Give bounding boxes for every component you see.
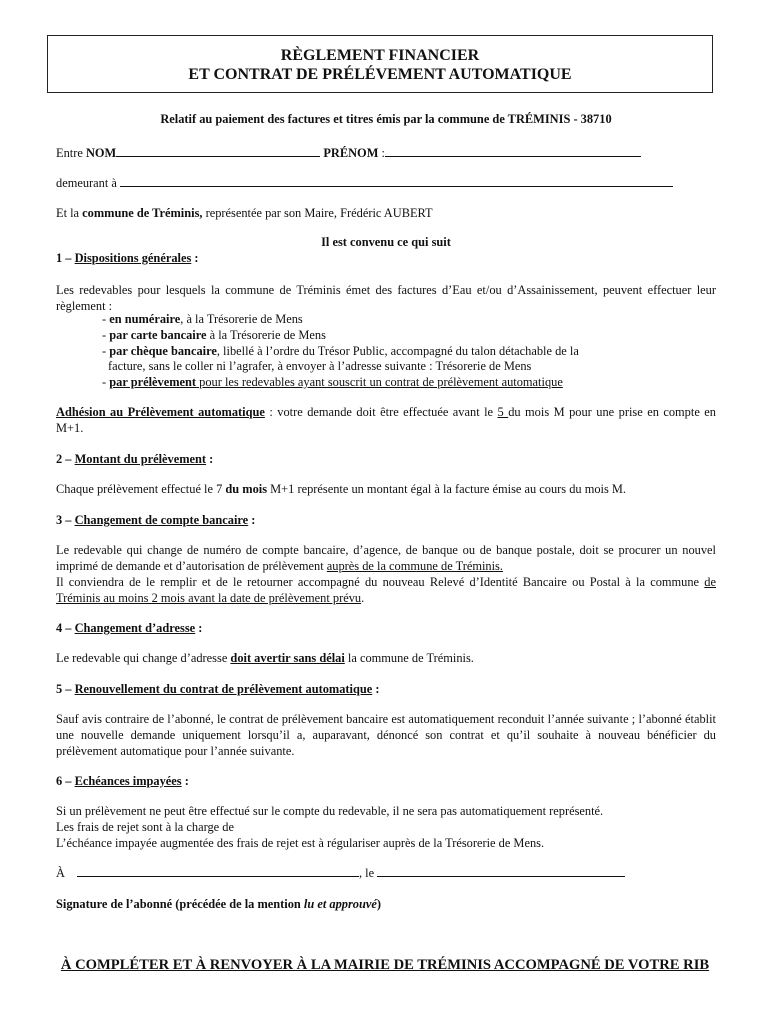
- address-line: [56, 175, 716, 191]
- payment-item-cash-text: , à la Trésorerie de Mens: [180, 312, 303, 326]
- section-5-number: 5 –: [56, 682, 75, 696]
- section-3-paragraph-1: [56, 542, 716, 574]
- section-4-heading: [56, 620, 716, 636]
- entre-label: Entre: [56, 146, 86, 160]
- section-4-text-2: la commune de Tréminis.: [344, 651, 474, 665]
- section-3-end: .: [361, 591, 365, 605]
- section-3-text-2: Il conviendra de le remplir et de le retourner accompagné du nouveau Relevé d’Identité Bancaire ou Postal à la commune: [56, 575, 705, 589]
- section-4-colon: :: [195, 621, 203, 635]
- payment-item-card-bold: par carte bancaire: [109, 328, 207, 342]
- section-4-emphasis: doit avertir sans délai: [230, 651, 345, 665]
- payment-item-debit-text: pour les redevables ayant souscrit un contrat de prélèvement automatique: [196, 375, 563, 389]
- title-line-1: RÈGLEMENT FINANCIER: [280, 47, 480, 64]
- section-2-text-2: M+1 représente un montant égal à la facture émise au cours du mois M.: [267, 482, 627, 496]
- nom-field[interactable]: [116, 145, 320, 157]
- payment-item-card-text: à la Trésorerie de Mens: [206, 328, 326, 342]
- place-label: À: [56, 866, 65, 880]
- section-2-title: Montant du prélèvement: [74, 452, 207, 466]
- commune-line: [56, 205, 716, 221]
- payment-item-cheque-cont: facture, sans le coller ni l’agrafer, à envoyer à l’adresse suivante : Trésorerie de Mens: [108, 359, 532, 373]
- date-field[interactable]: [377, 865, 625, 877]
- demeurant-label: demeurant à: [56, 176, 120, 190]
- section-6-line-3: L’échéance impayée augmentée des frais de rejet est à régulariser auprès de la Trésorerie de Mens.: [56, 836, 545, 850]
- signature-label-end: ): [376, 897, 382, 911]
- section-5-text: Sauf avis contraire de l’abonné, le contrat de prélèvement bancaire est automatiquement reconduit l’année suivante ; l’abonné établit une nouvelle demande uniquement lorsqu’il a, auparavant, dénoncé son contrat et qu’il souhaite à nouveau bénéficier du prélèvement automatique pour l’année suivante.: [56, 712, 716, 758]
- section-6-title: Echéances impayées: [74, 774, 182, 788]
- section-3-heading: [56, 512, 716, 528]
- adhesion-text-2: du mois M pour une prise en compte en M+1.: [56, 405, 716, 435]
- payment-item-cheque-text: , libellé à l’ordre du Trésor Public, accompagné du talon détachable de la: [216, 344, 579, 358]
- signature-label-text: Signature de l’abonné (précédée de la mention: [56, 897, 304, 911]
- section-1-heading: [56, 250, 716, 266]
- section-3-underlined-1: auprès de la commune de Tréminis.: [326, 559, 503, 573]
- prenom-colon: :: [378, 146, 385, 160]
- et-la-text: Et la: [56, 206, 83, 220]
- section-3-number: 3 –: [56, 513, 75, 527]
- name-line: [56, 145, 716, 161]
- prenom-field[interactable]: [385, 145, 641, 157]
- section-2-number: 2 –: [56, 452, 75, 466]
- section-1-title: Dispositions générales: [74, 251, 192, 265]
- represente-text: représentée par son Maire, Frédéric AUBERT: [202, 206, 433, 220]
- section-6-line-2: Les frais de rejet sont à la charge de: [56, 820, 234, 834]
- section-6-colon: :: [181, 774, 189, 788]
- section-6-number: 6 –: [56, 774, 75, 788]
- payment-item-cheque: - par chèque bancaire, libellé à l’ordre du Trésor Public, accompagné du talon détachable de la: [102, 344, 579, 358]
- date-label: , le: [358, 866, 375, 880]
- adhesion-text-1: : votre demande doit être effectuée avant le: [264, 405, 498, 419]
- section-1-colon: :: [191, 251, 199, 265]
- subtitle: Relatif au paiement des factures et titres émis par la commune de TRÉMINIS - 38710: [160, 112, 612, 126]
- section-6-line-1: Si un prélèvement ne peut être effectué sur le compte du redevable, il ne sera pas automatiquement représenté.: [56, 804, 604, 818]
- convenu-heading: Il est convenu ce qui suit: [321, 235, 451, 249]
- payment-item-card: - par carte bancaire à la Trésorerie de Mens: [102, 328, 326, 342]
- section-3-underlined-2: de Tréminis au moins 2 mois avant la date de prélèvement prévu: [56, 575, 716, 605]
- section-2-text: [56, 481, 716, 497]
- signature-label: [56, 896, 716, 912]
- payment-item-debit-bold: par prélèvement: [109, 375, 197, 389]
- section-4-text-1: Le redevable qui change d’adresse: [56, 651, 231, 665]
- section-4-number: 4 –: [56, 621, 75, 635]
- section-3-colon: :: [248, 513, 256, 527]
- section-2-heading: [56, 451, 716, 467]
- section-6-heading: [56, 773, 716, 789]
- return-instruction: À COMPLÉTER ET À RENVOYER À LA MAIRIE DE TRÉMINIS ACCOMPAGNÉ DE VOTRE RIB: [60, 957, 710, 973]
- payment-item-cash: - en numéraire, à la Trésorerie de Mens: [102, 312, 303, 326]
- adhesion-day: 5: [497, 405, 509, 419]
- payment-item-cheque-bold: par chèque bancaire: [109, 344, 217, 358]
- place-date-line: [56, 865, 716, 881]
- signature-mention: lu et approuvé: [303, 897, 377, 911]
- section-1-intro: Les redevables pour lesquels la commune de Tréminis émet des factures d’Eau et/ou d’Assainissement, peuvent effectuer leur règlement :: [56, 283, 716, 313]
- nom-label: NOM: [85, 146, 117, 160]
- payment-item-cash-bold: en numéraire: [109, 312, 181, 326]
- section-2-text-1: Chaque prélèvement effectué le 7: [56, 482, 226, 496]
- section-4-title: Changement d’adresse: [74, 621, 196, 635]
- section-3-title: Changement de compte bancaire: [74, 513, 249, 527]
- document-title-box: [47, 35, 713, 93]
- section-2-colon: :: [206, 452, 214, 466]
- payment-item-debit: - par prélèvement pour les redevables ayant souscrit un contrat de prélèvement automatique: [102, 375, 563, 389]
- commune-text: commune de Tréminis,: [82, 206, 203, 220]
- prenom-label: PRÉNOM: [323, 146, 379, 160]
- title-line-2: ET CONTRAT DE PRÉLÉVEMENT AUTOMATIQUE: [188, 66, 572, 83]
- place-field[interactable]: [77, 865, 359, 877]
- section-5-colon: :: [372, 682, 380, 696]
- section-1-number: 1 –: [56, 251, 75, 265]
- section-3-text-1: Le redevable qui change de numéro de compte bancaire, d’agence, de banque ou de banque postale, doit se procurer un nouvel imprimé de demande et d’autorisation de prélèvement: [56, 543, 716, 573]
- section-4-text: [56, 650, 716, 666]
- section-5-heading: [56, 681, 716, 697]
- adhesion-paragraph: [56, 404, 716, 436]
- section-5-title: Renouvellement du contrat de prélèvement automatique: [74, 682, 373, 696]
- adhesion-title: Adhésion au Prélèvement automatique: [56, 405, 265, 419]
- section-2-bold: du mois: [225, 482, 268, 496]
- section-3-paragraph-2: [56, 574, 716, 606]
- address-field[interactable]: [120, 175, 673, 187]
